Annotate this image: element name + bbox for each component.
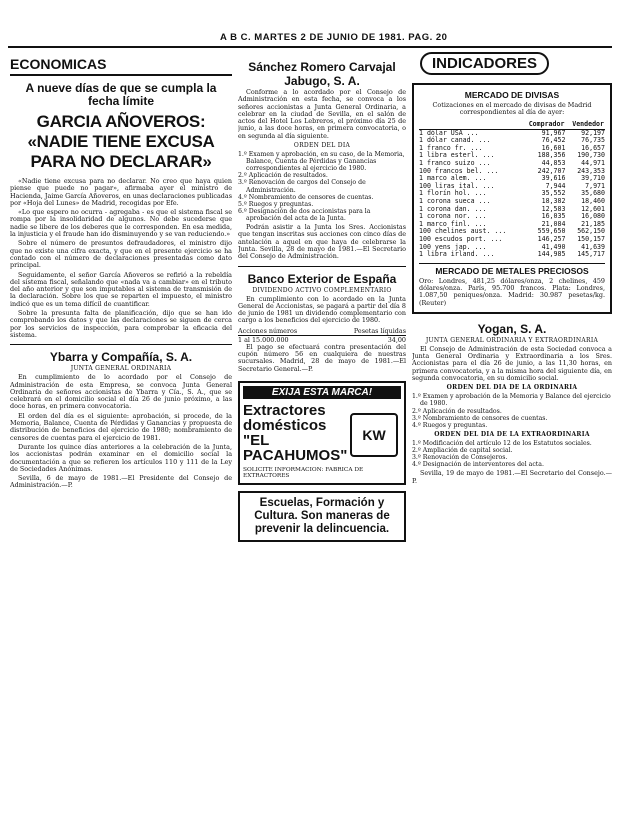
sanchez-title: Sánchez Romero Carvajal Jabugo, S. A.: [248, 60, 396, 88]
fx-sell: 39,710: [581, 174, 605, 183]
fx-row: [419, 251, 605, 259]
fx-buy: 18,382: [541, 196, 566, 205]
fx-currency: 1 franco fr. ...: [419, 143, 483, 152]
fx-currency: 100 escudos port. ...: [419, 234, 503, 243]
fx-sell: 562,150: [577, 227, 605, 236]
fx-title: MERCADO DE DIVISAS: [464, 90, 560, 100]
order-item: 5.º Ruegos y preguntas.: [238, 200, 314, 208]
coupon-range: 1 al 15.000.000: [238, 335, 289, 344]
fx-column-header: Vendedor: [565, 119, 605, 130]
fx-currency: 1 corona nor. ...: [419, 212, 487, 221]
fx-sell: 41,639: [581, 242, 605, 251]
advert-sub: SOLICITE INFORMACION: FABRICA DE EXTRACTORES: [243, 466, 364, 480]
sanchez-order-list: [238, 151, 406, 222]
advert-extractores: [238, 381, 406, 485]
sanchez-order-title: ORDEN DEL DIA: [293, 142, 351, 150]
coupon-value: 34,00: [387, 335, 406, 344]
yogan-ord-list: [412, 393, 612, 428]
fx-buy: 559,650: [537, 227, 566, 236]
fx-currency: 1 dólar USA ...: [419, 128, 479, 137]
order-item: 1.º Examen y aprobación de la Memoria y Balance del ejercicio de 1980.: [412, 393, 611, 408]
fx-sell: 7,971: [585, 181, 605, 190]
ybarra-paragraph: En cumplimiento de lo acordado por el Consejo de Administración de esta Empresa, se convoca Junta General Ordinaria de señores accionistas de Ybarra y Cía., S. A., que se celebrará en el domicilio social el día 26 de junio próximo, a las doce horas, en primera convocatoria.: [10, 373, 232, 411]
sanchez-paragraph: Conforme a lo acordado por el Consejo de Administración en esta fecha, se convoca a los señores accionistas a Junta General Ordinaria, a celebrar en la ciudad de Sevilla, en el salón de actos del Hotel Los Lebreros, el próximo día 25 de junio, a las doce horas, en primera convocatoria, o en segunda al día siguiente.: [238, 88, 406, 140]
advert-headline: Extractores domésticos "EL PACAHUMOS": [243, 401, 348, 464]
indicadores-label: INDICADORES: [420, 52, 549, 75]
banco-title: Banco Exterior de España: [247, 271, 397, 286]
fx-buy: 39,616: [541, 174, 566, 183]
divider: [10, 344, 232, 345]
order-item: 1.º Modificación del artículo 12 de los Estatutos sociales.: [412, 439, 592, 447]
fx-currency: 1 corona dan. ...: [419, 204, 487, 213]
column-middle: [238, 50, 406, 812]
ybarra-paragraph: El orden del día es el siguiente: aprobación, si procede, de la Memoria, Balance, Cuenta de Pérdidas y Ganancias y propuesta de distribución de beneficios del ejercicio de 1980; nombramiento de censores de cuentas para el ejercicio de 1981.: [10, 411, 232, 442]
section-title: ECONOMICAS: [10, 56, 232, 76]
article-paragraph: Seguidamente, el señor García Añoveros se refirió a la rebeldía del sistema fiscal, señalando que «nada va a cambiar» en el tributo del año anterior y que son imputables al sistema de transmisión de la declaración. Sobre los que se reparten el impuesto, el ministro indicó que es un tema difícil de cuantificar.: [10, 270, 232, 308]
fx-currency: 100 chelines aust. ...: [419, 227, 507, 236]
fx-currency: 1 marco alem. ...: [419, 174, 487, 183]
order-item: 3.º Renovación de cargos del Consejo de Administración.: [238, 179, 366, 194]
fx-buy: 146,257: [537, 234, 566, 243]
banco-kicker: DIVIDENDO ACTIVO COMPLEMENTARIO: [252, 286, 392, 294]
fx-sell: 21,185: [581, 219, 605, 228]
ybarra-paragraph: Durante los quince días anteriores a la celebración de la Junta, los accionistas podrán examinar en el domicilio social la documentación a que se refieren los artículos 110 y 111 de la Ley de Sociedades Anónimas.: [10, 442, 232, 473]
fx-currency: 1 corona sueca ...: [419, 196, 491, 205]
article-paragraph: Sobre la presunta falta de planificación, dijo que se han ido comprobando los datos y que las declaraciones se siguen de cerca por los servicios de inspección, para comprobar la eficacia del sistema.: [10, 309, 232, 339]
order-item: 4.º Ruegos y preguntas.: [412, 421, 488, 429]
fx-currency: 1 libra irland. ...: [419, 250, 495, 259]
fx-buy: 76,452: [541, 136, 566, 145]
fx-buy: 16,035: [541, 212, 566, 221]
fx-sell: 92,197: [581, 128, 605, 137]
advert-kicker: EXIJA ESTA MARCA!: [243, 386, 401, 399]
yogan-kicker: JUNTA GENERAL ORDINARIA Y EXTRAORDINARIA: [425, 336, 599, 344]
fx-sell: 16,657: [581, 143, 605, 152]
order-item: 3.º Renovación de Consejeros.: [412, 454, 508, 462]
fx-sell: 18,460: [581, 196, 605, 205]
fx-currency: 1 franco suizo ...: [419, 158, 491, 167]
fx-sell: 76,735: [581, 136, 605, 145]
fx-buy: 144,985: [537, 250, 566, 259]
fx-buy: 7,944: [545, 181, 566, 190]
coupon-right: Pesetas líquidas: [353, 326, 406, 335]
fx-currency: 100 liras ital. ...: [419, 181, 495, 190]
order-item: 2.º Aplicación de resultados.: [412, 407, 502, 415]
yogan-ord-title: ORDEN DEL DIA DE LA ORDINARIA: [446, 384, 578, 392]
fx-buy: 12,583: [541, 204, 566, 213]
yogan-title: Yogan, S. A.: [477, 321, 547, 336]
fx-sell: 35,680: [581, 189, 605, 198]
fx-buy: 35,552: [541, 189, 566, 198]
fx-sell: 243,353: [577, 166, 605, 175]
order-item: 3.º Nombramiento de censores de cuentas.: [412, 414, 548, 422]
fx-currency: 100 francos bel. ...: [419, 166, 499, 175]
fx-box: [412, 83, 612, 314]
page-header: [8, 28, 612, 48]
ybarra-kicker: JUNTA GENERAL ORDINARIA: [70, 365, 172, 373]
article-paragraph: Sobre el número de presuntos defraudadores, el ministro dijo que no existe una cifra exacta, y que en el presente ejercicio se ha contado con el número de declaraciones presentadas como dato principal.: [10, 239, 232, 270]
article-paragraph: «Nadie tiene excusa para no declarar. No creo que haya quien piense que puede no pagar», afirmaba ayer el ministro de Hacienda, Jaime García Añoveros, en unas declaraciones publicadas por «Hoja del Lunes» de Madrid, recogidas por Efe.: [10, 177, 232, 207]
order-item: 2.º Aplicación de resultados.: [238, 172, 328, 180]
logo-text: KW: [362, 426, 386, 443]
coupon-label: Acciones números: [238, 326, 298, 335]
fx-currency: 1 florín hol. ...: [419, 189, 487, 198]
fx-currency: 100 yens jap. ...: [419, 242, 487, 251]
order-item: 6.º Designación de dos accionistas para la aprobación del acta de la Junta.: [238, 207, 371, 222]
fx-sell: 44,971: [581, 158, 605, 167]
column-left: [10, 50, 232, 812]
fx-column-header: [419, 119, 521, 130]
article-headline: GARCIA AÑOVEROS: «NADIE TIENE EXCUSA PARA NO DECLARAR»: [27, 112, 215, 171]
fx-buy: 44,853: [541, 158, 566, 167]
yogan-paragraph: El Consejo de Administración de esta Sociedad convoca a Junta General Ordinaria y Extraordinaria a los Sres. Accionistas para el día 26 de junio, a las 11,30 horas, en primera convocatoria, y a la misma hora del siguiente día, en segunda convocatoria, en su domicilio social.: [412, 344, 612, 383]
order-item: 1.º Examen y aprobación, en su caso, de la Memoria, Balance, Cuenta de Pérdidas y Ganancias correspondientes al ejercicio de 1980.: [238, 151, 405, 173]
banco-note: El pago se efectuará contra presentación del cupón número 56 en cualquiera de nuestras sucursales. Madrid, 28 de mayo de 1981.—El Secretario General.—P.: [238, 342, 406, 373]
yogan-ext-list: [412, 440, 612, 468]
header-title: A B C. MARTES 2 DE JUNIO DE 1981. PAG. 20: [220, 32, 448, 43]
yogan-note: Sevilla, 19 de mayo de 1981.—El Secretario del Consejo.—P.: [412, 469, 612, 485]
brand-logo-icon: [350, 413, 398, 457]
fx-sell: 190,730: [577, 151, 605, 160]
fx-intro: Cotizaciones en el mercado de divisas de Madrid correspondientes al día de ayer:: [432, 101, 592, 117]
fx-currency: 1 libra esterl. ...: [419, 151, 495, 160]
fx-sell: 16,080: [581, 212, 605, 221]
fx-currency: 1 marco finl. ...: [419, 219, 487, 228]
fx-buy: 242,707: [537, 166, 566, 175]
ybarra-paragraph: Sevilla, 6 de mayo de 1981.—El Presidente del Consejo de Administración.—P.: [10, 474, 232, 490]
metals-title: MERCADO DE METALES PRECIOSOS: [419, 263, 605, 276]
coupon-header: [238, 327, 406, 335]
fx-sell: 12,601: [581, 204, 605, 213]
order-item: 4.º Designación de interventores del acta.: [412, 461, 544, 469]
metals-text: Oro: Londres, 481,25 dólares/onza, 2 chelines, 459 dólares/onza. París, 95.700 francos. Plata: Londres, 1.087,50 peniques/onza. Madrid: 30.987 pesetas/kg. (Reuter): [419, 276, 605, 307]
column-right: [412, 50, 612, 812]
sanchez-note: Podrán asistir a la Junta los Sres. Accionistas que tengan inscritas sus acciones con cinco días de antelación a aquel en que haya de celebrarse la Junta. Sevilla, 28 de mayo de 1981.—El Secretario del Consejo de Administración.: [238, 223, 406, 261]
order-item: 2.º Ampliación de capital social.: [412, 446, 513, 454]
fx-sell: 150,157: [577, 234, 605, 243]
banco-paragraph: En cumplimiento con lo acordado en la Junta General de Accionistas, se pagará a partir del día 8 de junio de 1981 un dividendo complementario con cargo a los beneficios del ejercicio de 1980.: [238, 294, 406, 325]
advert-escuelas: Escuelas, Formación y Cultura. Son maneras de prevenir la delincuencia.: [238, 491, 406, 542]
fx-sell: 145,717: [577, 250, 605, 259]
fx-buy: 41,490: [541, 242, 566, 251]
fx-buy: 21,084: [541, 219, 566, 228]
fx-currency: 1 dólar canad. ...: [419, 136, 491, 145]
fx-buy: 16,601: [541, 143, 566, 152]
fx-table: [419, 119, 605, 259]
fx-column-header: Comprador: [521, 119, 565, 130]
ybarra-title: Ybarra y Compañía, S. A.: [49, 350, 193, 365]
order-item: 4.º Nombramiento de censores de cuentas.: [238, 193, 374, 201]
fx-buy: 91,967: [541, 128, 566, 137]
article-kicker: A nueve días de que se cumpla la fecha límite: [25, 81, 217, 108]
yogan-ext-title: ORDEN DEL DIA DE LA EXTRAORDINARIA: [434, 430, 590, 438]
divider: [238, 266, 406, 267]
article-paragraph: «Lo que espero no ocurra - agregaba - es que el sistema fiscal se rompa por la insolidaridad de algunos. No debe sucederse que nadie se libere de los deberes que le corresponden. En esa medida, la injusticia y el fraude han ido disminuyendo y se van reduciendo.»: [10, 208, 232, 239]
fx-buy: 188,356: [537, 151, 566, 160]
